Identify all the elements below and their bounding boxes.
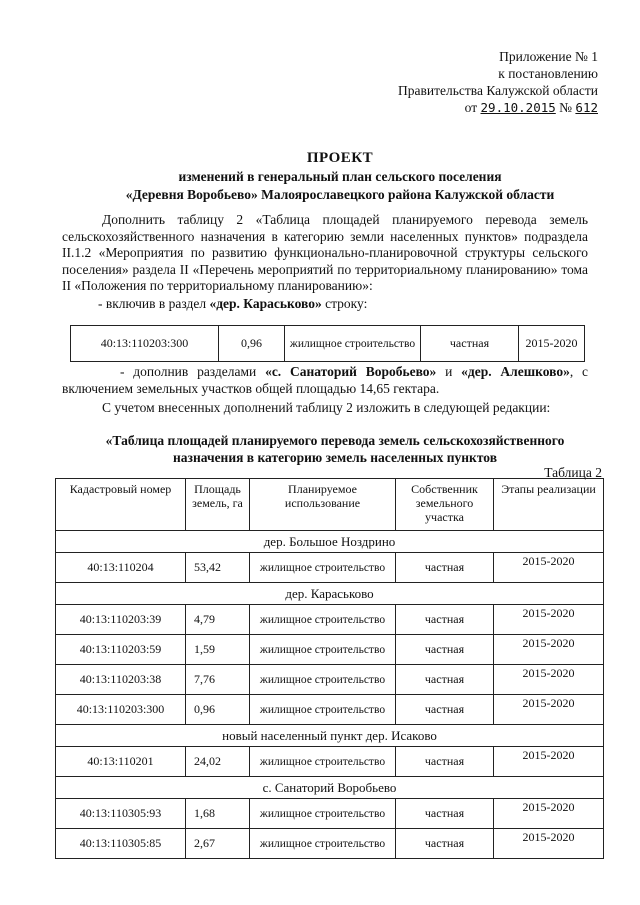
cell-period: 2015-2020 xyxy=(494,747,604,777)
table-body xyxy=(56,531,604,859)
cell-cadastre: 40:13:110204 xyxy=(56,553,186,583)
cell-area: 2,67 xyxy=(186,829,250,859)
cell-cadastre: 40:13:110203:59 xyxy=(56,635,186,665)
cell-ownership: частная xyxy=(396,553,494,583)
appendix-line-2: к постановлению xyxy=(498,66,598,81)
bullet-2-bold-2: «дер. Алешково» xyxy=(461,364,570,379)
title-line-3: «Деревня Воробьево» Малоярославецкого района Калужской области xyxy=(125,187,555,202)
cell-area: 7,76 xyxy=(186,665,250,695)
number-prefix: № xyxy=(559,100,573,115)
paragraph-1: Дополнить таблицу 2 «Таблица площадей планируемого перевода земель сельскохозяйственного назначения в категорию земли населенных пунктов» подраздела II.1.2 «Мероприятия по развитию функционально-планировочной структуры сельского поселения» раздела II «Перечень мероприятий по территориальному планированию» тома II «Положения по территориальному планированию»: xyxy=(62,212,588,293)
group-name: дер. Большое Ноздрино xyxy=(56,531,604,553)
cell-cadastre: 40:13:110305:85 xyxy=(56,829,186,859)
cell-area: 0,96 xyxy=(186,695,250,725)
bullet-2-middle: и xyxy=(436,364,462,379)
header-area: Площадь земель, га xyxy=(186,479,250,531)
title-line-2: изменений в генеральный план сельского поселения xyxy=(178,169,502,184)
cell-cadastre: 40:13:110305:93 xyxy=(56,799,186,829)
bullet-1-prefix: - включив в раздел xyxy=(98,296,210,311)
table-group-row xyxy=(56,725,604,747)
header-ownership: Собственник земельного участка xyxy=(396,479,494,531)
date-prefix: от xyxy=(464,100,478,115)
cell-ownership: частная xyxy=(396,635,494,665)
cell-use: жилищное строительство xyxy=(250,695,396,725)
cell-period: 2015-2020 xyxy=(494,665,604,695)
decree-date: 29.10.2015 xyxy=(480,100,556,115)
table-row xyxy=(56,747,604,777)
table-group-row xyxy=(56,583,604,605)
cell-cadastre: 40:13:110203:300 xyxy=(56,695,186,725)
cell-ownership: частная xyxy=(396,829,494,859)
group-name: дер. Караськово xyxy=(56,583,604,605)
table-row xyxy=(56,829,604,859)
cell-period: 2015-2020 xyxy=(494,799,604,829)
table-group-row xyxy=(56,777,604,799)
table-row xyxy=(56,605,604,635)
cell-period: 2015-2020 xyxy=(494,829,604,859)
cell-area: 53,42 xyxy=(186,553,250,583)
cell-cadastre: 40:13:110203:38 xyxy=(56,665,186,695)
cell-ownership: частная xyxy=(396,799,494,829)
cell-use: жилищное строительство xyxy=(250,747,396,777)
cell-use: жилищное строительство xyxy=(250,829,396,859)
title-project: ПРОЕКТ xyxy=(306,150,374,166)
bullet-2-prefix: - дополнив разделами xyxy=(120,364,266,379)
table-title: «Таблица площадей планируемого перевода земель сельскохозяйственного назначения в категорию земель населенных пунктов xyxy=(105,433,565,465)
cell-cadastre: 40:13:110203:39 xyxy=(56,605,186,635)
cell-period: 2015-2020 xyxy=(494,635,604,665)
cell-period: 2015-2020 xyxy=(494,695,604,725)
cell-use: жилищное строительство xyxy=(285,326,421,362)
decree-number: 612 xyxy=(575,100,598,115)
bullet-1 xyxy=(98,296,367,312)
appendix-line-3: Правительства Калужской области xyxy=(397,83,598,98)
table-row xyxy=(56,799,604,829)
appendix-block xyxy=(398,48,598,116)
document-title xyxy=(60,148,620,204)
cell-use: жилищное строительство xyxy=(250,799,396,829)
main-table xyxy=(55,478,604,859)
table-label: Таблица 2 xyxy=(544,465,602,480)
group-name: новый населенный пункт дер. Исаково xyxy=(56,725,604,747)
cell-period: 2015-2020 xyxy=(494,553,604,583)
cell-ownership: частная xyxy=(421,326,519,362)
table-row xyxy=(56,553,604,583)
cell-area: 0,96 xyxy=(219,326,285,362)
cell-use: жилищное строительство xyxy=(250,635,396,665)
cell-area: 1,68 xyxy=(186,799,250,829)
header-cadastre: Кадастровый номер xyxy=(56,479,186,531)
table-row xyxy=(56,665,604,695)
cell-cadastre: 40:13:110203:300 xyxy=(71,326,219,362)
cell-period: 2015-2020 xyxy=(519,326,585,362)
cell-area: 4,79 xyxy=(186,605,250,635)
bullet-1-bold: «дер. Караськово» xyxy=(209,296,322,311)
header-period: Этапы реализации xyxy=(494,479,604,531)
appendix-date-line xyxy=(398,99,598,116)
table-header-row xyxy=(56,479,604,531)
table-row xyxy=(56,695,604,725)
paragraph-2: С учетом внесенных дополнений таблицу 2 изложить в следующей редакции: xyxy=(102,400,551,415)
table-row xyxy=(56,635,604,665)
table-row xyxy=(71,326,585,362)
table-group-row xyxy=(56,531,604,553)
cell-ownership: частная xyxy=(396,695,494,725)
cell-use: жилищное строительство xyxy=(250,665,396,695)
single-row-table xyxy=(70,325,585,362)
group-name: с. Санаторий Воробьево xyxy=(56,777,604,799)
cell-use: жилищное строительство xyxy=(250,605,396,635)
cell-cadastre: 40:13:110201 xyxy=(56,747,186,777)
bullet-2-bold-1: «с. Санаторий Воробьево» xyxy=(265,364,437,379)
cell-use: жилищное строительство xyxy=(250,553,396,583)
cell-area: 1,59 xyxy=(186,635,250,665)
cell-ownership: частная xyxy=(396,665,494,695)
cell-ownership: частная xyxy=(396,605,494,635)
cell-area: 24,02 xyxy=(186,747,250,777)
bullet-2-suffix: , с включением земельных участков общей площадью 14,65 гектара. xyxy=(62,364,588,396)
bullet-1-suffix: строку: xyxy=(321,296,368,311)
header-use: Планируемое использование xyxy=(250,479,396,531)
bullet-2 xyxy=(62,364,588,397)
cell-period: 2015-2020 xyxy=(494,605,604,635)
appendix-line-1: Приложение № 1 xyxy=(499,49,598,64)
cell-ownership: частная xyxy=(396,747,494,777)
